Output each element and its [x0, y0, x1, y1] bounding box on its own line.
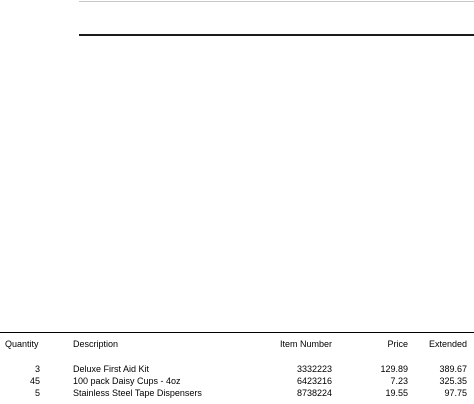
row-extended: 325.35: [439, 376, 467, 386]
row-item-number: 3332223: [296, 364, 332, 374]
table-row: [0, 388, 474, 399]
header-extended: Extended: [428, 339, 467, 349]
row-quantity: 5: [34, 388, 40, 398]
row-quantity: 3: [34, 364, 40, 374]
row-price: 129.89: [380, 364, 408, 374]
header-price: Price: [387, 339, 408, 349]
row-item-number: 8738224: [296, 388, 332, 398]
row-quantity: 45: [29, 376, 40, 386]
row-description: 100 pack Daisy Cups - 4oz: [73, 376, 181, 386]
header-description: Description: [73, 339, 119, 349]
row-description: Deluxe First Aid Kit: [73, 364, 150, 374]
top-light-rule: [79, 1, 474, 2]
row-item-number: 6423216: [296, 376, 332, 386]
header-item-number: Item Number: [279, 339, 332, 349]
header-quantity: Quantity: [5, 339, 39, 349]
row-description: Stainless Steel Tape Dispensers: [73, 388, 202, 398]
table-top-border: [0, 332, 474, 333]
table-header-row: [0, 339, 474, 350]
table-row: [0, 364, 474, 375]
table-row: [0, 376, 474, 387]
row-extended: 389.67: [439, 364, 467, 374]
top-dark-rule: [79, 34, 474, 36]
row-price: 19.55: [385, 388, 408, 398]
line-items-table: [0, 332, 474, 404]
row-price: 7.23: [390, 376, 408, 386]
row-extended: 97.75: [444, 388, 467, 398]
